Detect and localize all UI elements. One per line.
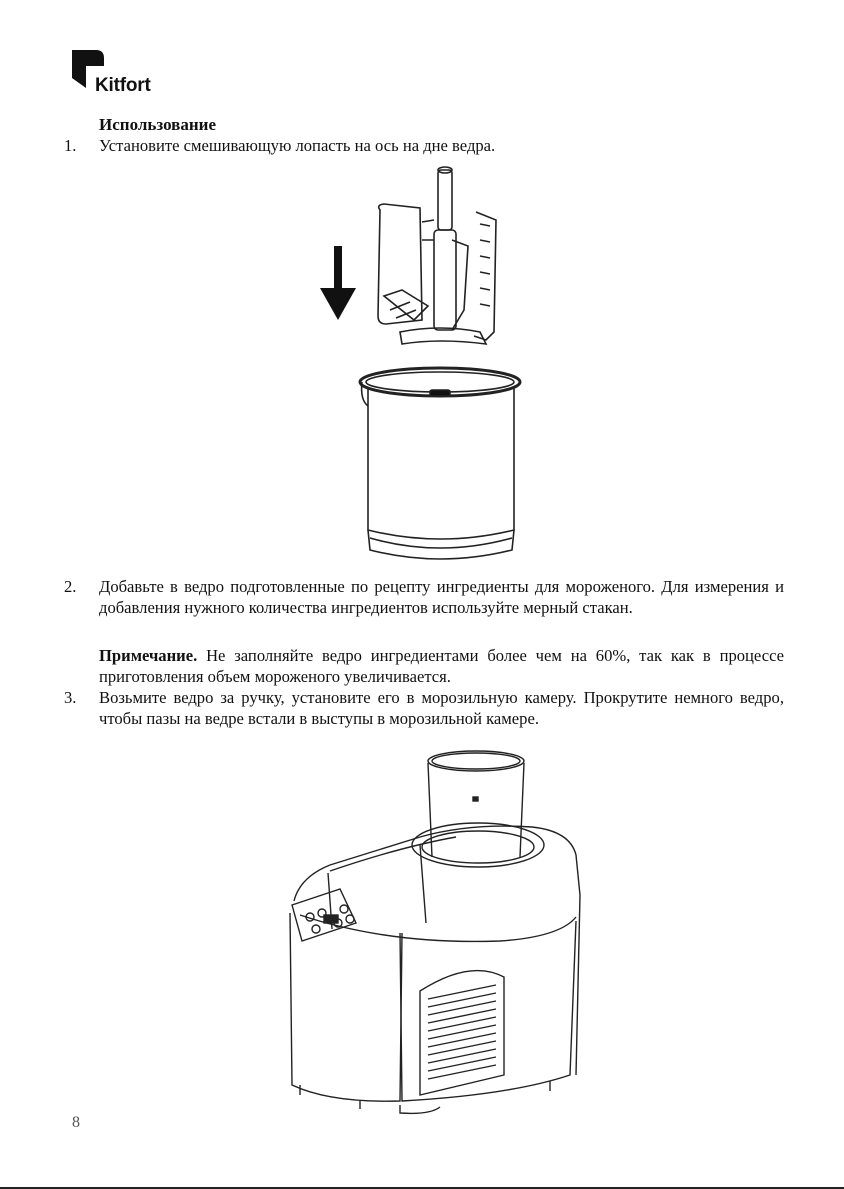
step-text: Добавьте в ведро подготовленные по рецепту ингредиенты для мороженого. Для измерения и добавления нужного количества ингредиентов используйте мерный стакан. <box>99 577 784 617</box>
paddle-and-bucket-illustration <box>310 160 550 570</box>
step-2 <box>64 576 784 618</box>
step-text: Установите смешивающую лопасть на ось на дне ведра. <box>99 136 496 155</box>
ice-cream-maker-illustration <box>270 745 590 1115</box>
ice-cream-bucket <box>360 368 520 559</box>
note-label: Примечание. <box>99 646 198 665</box>
step-number: 2. <box>64 577 77 596</box>
step-number: 1. <box>64 136 77 155</box>
section-heading: Использование <box>99 115 216 134</box>
note <box>99 645 784 687</box>
down-arrow-icon <box>320 246 356 320</box>
note-text: Не заполняйте ведро ингредиентами более чем на 60%, так как в процессе приготовления объем мороженого увеличивается. <box>99 646 784 686</box>
step-number: 3. <box>64 688 77 707</box>
step-1 <box>64 135 784 156</box>
step-text: Возьмите ведро за ручку, установите его в морозильную камеру. Прокрутите немного ведро, чтобы пазы на ведре встали в выступы в морозильной камере. <box>99 688 784 728</box>
bucket-in-maker <box>428 751 524 857</box>
kitfort-logo <box>72 48 192 100</box>
page-number: 8 <box>72 1114 80 1131</box>
brand-name: Kitfort <box>95 75 151 96</box>
mixing-paddle <box>378 167 496 344</box>
step-3 <box>64 687 784 729</box>
